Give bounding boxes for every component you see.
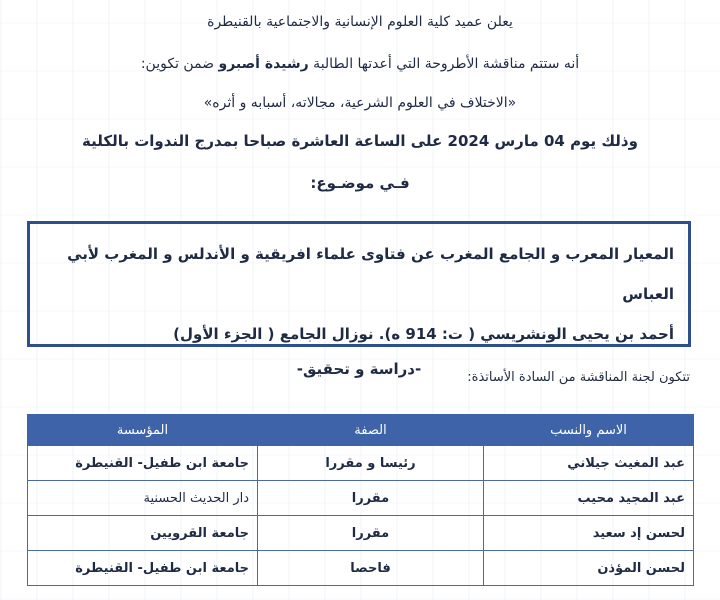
member-role: فاحصا xyxy=(258,551,484,586)
topic-line-1: المعيار المعرب و الجامع المغرب عن فتاوى علماء افريقية و الأندلس و المغرب لأبي العباس xyxy=(67,245,674,303)
dean-announcement-line: يعلن عميد كلية العلوم الإنسانية والاجتماعية بالقنيطرة xyxy=(207,14,513,30)
member-institution: دار الحديث الحسنية xyxy=(28,481,258,516)
topic-line-3: -دراسة و تحقيق- xyxy=(296,360,422,378)
committee-intro: تتكون لجنة المناقشة من السادة الأساتذة: xyxy=(467,370,690,385)
member-role: مقررا xyxy=(258,481,484,516)
table-row xyxy=(28,516,694,551)
topic-heading: فـي موضـوع: xyxy=(310,174,410,192)
header-role: الصفة xyxy=(258,415,484,446)
member-institution: جامعة ابن طفيل- القنيطرة xyxy=(28,446,258,481)
thesis-student-line xyxy=(20,56,700,72)
program-name: «الاختلاف في العلوم الشرعية، مجالاته، أسبابه و أثره» xyxy=(203,95,517,111)
thesis-intro-text: أنه ستتم مناقشة الأطروحة التي أعدتها الطالبة xyxy=(308,56,580,72)
topic-line-2: أحمد بن يحيى الونشريسي ( ت: 914 ه). نوزال الجامع ( الجزء الأول) xyxy=(173,325,674,343)
member-name: لحسن المؤذن xyxy=(484,551,694,586)
member-institution: جامعة القرويين xyxy=(28,516,258,551)
table-row xyxy=(28,481,694,516)
defense-schedule: وذلك يوم 04 مارس 2024 على الساعة العاشرة صباحا بمدرج الندوات بالكلية xyxy=(82,132,638,150)
member-role: رئيسا و مقررا xyxy=(258,446,484,481)
program-intro-text: ضمن تكوين: xyxy=(140,56,219,72)
header-name: الاسم والنسب xyxy=(484,415,694,446)
member-name: عبد المغيث جيلاني xyxy=(484,446,694,481)
header-institution: المؤسسة xyxy=(28,415,258,446)
member-role: مقررا xyxy=(258,516,484,551)
student-name: رشيدة أصبرو xyxy=(218,56,309,72)
table-row xyxy=(28,551,694,586)
member-name: لحسن إد سعيد xyxy=(484,516,694,551)
member-name: عبد المجيد محيب xyxy=(484,481,694,516)
member-institution: جامعة ابن طفيل- القنيطرة xyxy=(28,551,258,586)
committee-table xyxy=(27,414,694,586)
table-row xyxy=(28,446,694,481)
committee-table-header xyxy=(28,415,694,446)
